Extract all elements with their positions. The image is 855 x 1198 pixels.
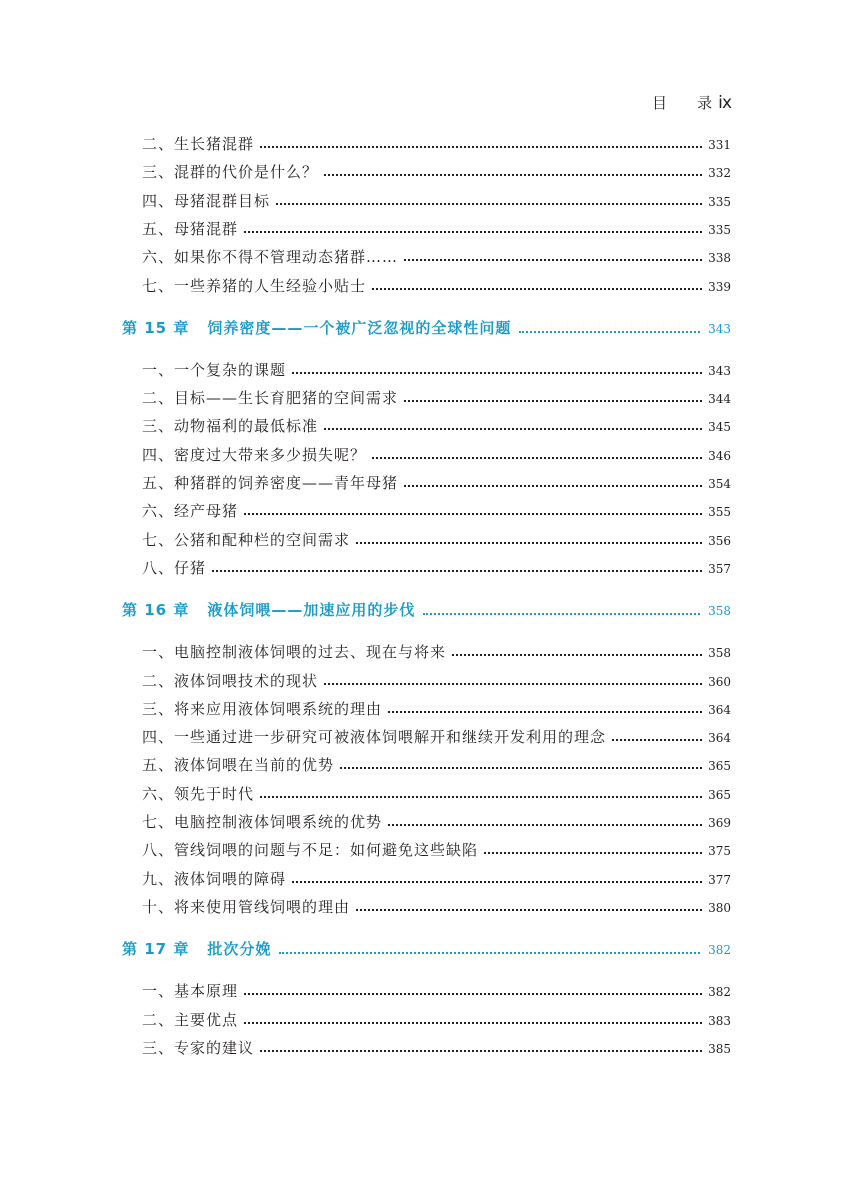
toc-entry[interactable]: [142, 218, 731, 240]
page-header: [652, 92, 732, 113]
toc-entry-page: 356: [708, 533, 731, 548]
dot-leader: [452, 654, 702, 656]
toc-entry[interactable]: [142, 980, 731, 1002]
dot-leader: [324, 683, 702, 685]
dot-leader: [276, 203, 702, 205]
toc-entry-title: 四、一些通过进一步研究可被液体饲喂解开和继续开发利用的理念: [142, 728, 607, 747]
toc-entry-title: 二、液体饲喂技术的现状: [142, 671, 319, 690]
toc-entry-title: 十、将来使用管线饲喂的理由: [142, 897, 351, 916]
chapter-page: 382: [708, 943, 731, 958]
toc-entry[interactable]: [142, 415, 731, 437]
dot-leader: [340, 767, 702, 769]
dot-leader: [388, 711, 702, 713]
toc-entry-page: 380: [708, 900, 731, 915]
dot-leader: [612, 739, 702, 741]
toc-entry-page: 365: [708, 787, 731, 802]
toc-entry-title: 二、目标——生长育肥猪的空间需求: [142, 389, 399, 408]
chapter-number: 第 16 章: [122, 601, 190, 620]
toc-entry[interactable]: [142, 246, 731, 268]
toc-entry-title: 七、电脑控制液体饲喂系统的优势: [142, 813, 383, 831]
header-title-char-1: 目: [652, 94, 668, 112]
toc-entry-page: 365: [708, 759, 731, 774]
toc-entry[interactable]: [142, 359, 731, 381]
toc-entry-page: 343: [708, 363, 731, 378]
toc-entry[interactable]: [142, 811, 731, 833]
toc-entry-title: 七、一些养猪的人生经验小贴士: [142, 276, 367, 295]
dot-leader: [423, 613, 700, 615]
toc-entry[interactable]: [142, 190, 731, 212]
toc-entry-page: 346: [708, 448, 731, 463]
toc-entry-page: 377: [708, 872, 731, 887]
toc-entry[interactable]: [142, 1037, 731, 1059]
toc-entry-title: 三、专家的建议: [142, 1038, 255, 1057]
toc-entry[interactable]: [142, 472, 731, 494]
toc-entry-title: 五、种猪群的饲养密度——青年母猪: [142, 474, 399, 492]
dot-leader: [324, 428, 702, 430]
dot-leader: [404, 259, 702, 261]
header-title-char-2: 录: [697, 94, 713, 112]
toc-entry-page: 360: [708, 674, 731, 689]
toc-entry-page: 383: [708, 1013, 731, 1028]
toc-entry[interactable]: [142, 868, 731, 890]
dot-leader: [292, 372, 702, 374]
dot-leader: [260, 1050, 702, 1052]
toc-entry-page: 375: [708, 844, 731, 859]
toc-entry-page: 357: [708, 561, 731, 576]
chapter-number: 第 15 章: [122, 318, 190, 337]
chapter-number: 第 17 章: [122, 940, 190, 959]
toc-entry-page: 331: [708, 138, 731, 152]
toc-entry-page: 369: [708, 816, 731, 830]
toc-entry[interactable]: [142, 839, 731, 861]
toc-entry-page: 332: [708, 166, 731, 181]
toc-entry[interactable]: [142, 641, 731, 663]
dot-leader: [404, 485, 702, 487]
chapter-title: 批次分娩: [207, 940, 272, 959]
toc-entry-title: 七、公猪和配种栏的空间需求: [142, 530, 351, 549]
toc-entry-title: 二、主要优点: [142, 1010, 239, 1029]
dot-leader: [404, 400, 702, 402]
toc-entry-title: 三、动物福利的最低标准: [142, 417, 319, 436]
dot-leader: [260, 796, 702, 798]
toc-entry[interactable]: [142, 896, 731, 918]
toc-entry-title: 二、生长猪混群: [142, 135, 255, 153]
dot-leader: [244, 513, 702, 515]
toc-entry-page: 364: [708, 702, 731, 717]
toc-entry-title: 五、母猪混群: [142, 219, 239, 238]
toc-entry-page: 382: [708, 985, 731, 1000]
toc-entry-title: 六、如果你不得不管理动态猪群……: [142, 248, 399, 267]
toc-entry-page: 385: [708, 1041, 731, 1056]
toc-entry-title: 九、液体饲喂的障碍: [142, 869, 287, 888]
toc-entry[interactable]: [142, 783, 731, 805]
toc-entry[interactable]: [142, 557, 731, 579]
dot-leader: [388, 824, 702, 826]
toc-entry-title: 八、仔猪: [142, 558, 207, 577]
toc-entry[interactable]: [142, 387, 731, 409]
dot-leader: [356, 909, 702, 911]
chapter-title: 液体饲喂——加速应用的步伐: [207, 601, 416, 620]
dot-leader: [279, 952, 700, 954]
toc-entry[interactable]: [142, 161, 731, 183]
dot-leader: [260, 146, 702, 148]
toc-entry[interactable]: [142, 726, 731, 748]
chapter-heading[interactable]: [122, 599, 731, 623]
chapter-title: 饲养密度——一个被广泛忽视的全球性问题: [207, 318, 512, 337]
dot-leader: [356, 542, 702, 544]
toc-entry-page: 338: [708, 251, 731, 266]
toc-entry[interactable]: [142, 529, 731, 551]
dot-leader: [244, 231, 702, 233]
dot-leader: [484, 852, 702, 854]
toc-entry[interactable]: [142, 275, 731, 297]
toc-entry-page: 335: [708, 222, 731, 237]
toc-entry-title: 三、混群的代价是什么？: [142, 163, 319, 182]
dot-leader: [244, 1022, 702, 1024]
toc-entry-page: 345: [708, 420, 731, 435]
toc-entry[interactable]: [142, 444, 731, 466]
toc-entry[interactable]: [142, 500, 731, 522]
toc-entry-title: 八、管线饲喂的问题与不足：如何避免这些缺陷: [142, 841, 479, 860]
toc-entry-title: 六、经产母猪: [142, 502, 239, 521]
toc-entry[interactable]: [142, 133, 731, 155]
chapter-heading[interactable]: [122, 938, 731, 962]
toc-entry[interactable]: [142, 670, 731, 692]
toc-entry-page: 344: [708, 392, 731, 407]
toc-entry[interactable]: [142, 754, 731, 776]
toc-entry-title: 一、电脑控制液体饲喂的过去、现在与将来: [142, 643, 447, 662]
chapter-page: 358: [708, 604, 731, 619]
toc-entry-title: 四、母猪混群目标: [142, 191, 271, 210]
toc-entry-title: 六、领先于时代: [142, 784, 255, 803]
toc-entry[interactable]: [142, 698, 731, 720]
dot-leader: [324, 174, 702, 176]
toc-entry-page: 339: [708, 279, 731, 294]
dot-leader: [519, 331, 700, 333]
dot-leader: [372, 288, 702, 290]
dot-leader: [372, 457, 702, 459]
header-page-number: ⅸ: [718, 93, 732, 113]
toc-entry-page: 364: [708, 731, 731, 746]
toc-entry-page: 354: [708, 477, 731, 491]
toc-entry[interactable]: [142, 1009, 731, 1031]
toc-entry-title: 一、一个复杂的课题: [142, 360, 287, 379]
chapter-heading[interactable]: [122, 317, 731, 341]
dot-leader: [244, 993, 702, 995]
dot-leader: [292, 881, 702, 883]
toc-entry-title: 五、液体饲喂在当前的优势: [142, 756, 335, 775]
toc-entry-page: 335: [708, 194, 731, 209]
toc-entry-title: 四、密度过大带来多少损失呢？: [142, 445, 367, 464]
dot-leader: [212, 570, 702, 572]
toc-entry-page: 358: [708, 646, 731, 661]
toc-entry-title: 一、基本原理: [142, 982, 239, 1001]
toc-entry-title: 三、将来应用液体饲喂系统的理由: [142, 699, 383, 718]
toc-entry-page: 355: [708, 505, 731, 520]
chapter-page: 343: [708, 321, 731, 336]
